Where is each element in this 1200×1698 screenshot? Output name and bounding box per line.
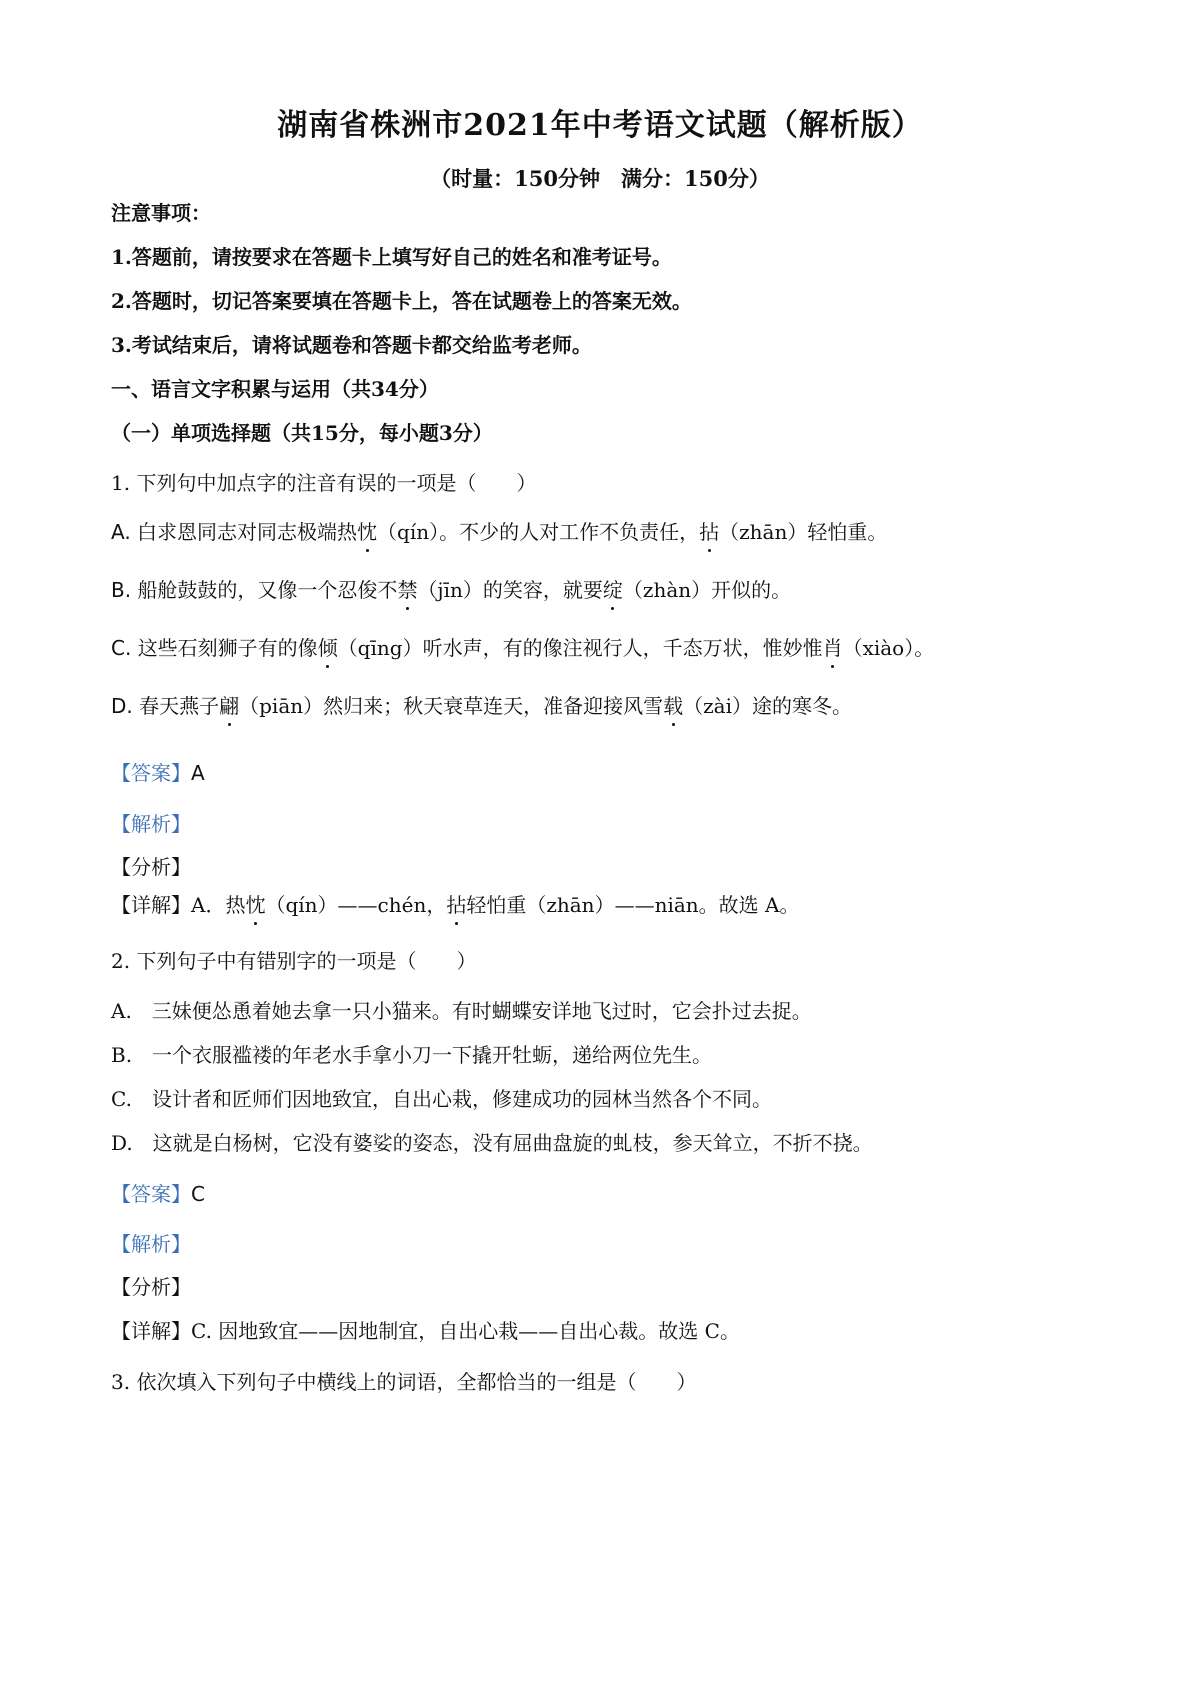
option-text: 白求恩同志对同志极端热 [137,520,358,544]
option-label: B. [111,578,132,602]
dotted-char: 禁 [397,574,417,603]
option-text: （zài）途的寒冬。 [683,694,852,718]
dotted-char: 忱 [245,889,265,918]
detail-text: A．热 [191,893,246,917]
option-text: （piān）然归来；秋天衰草连天，准备迎接风雪 [239,694,664,718]
dotted-char: 拈 [699,516,719,545]
dotted-char: 翩 [219,690,239,719]
option-label: D. [111,694,133,718]
detail-text: （qín）——chén， [265,893,447,917]
question-2-answer [111,1178,205,1207]
question-1-option-a [111,516,887,545]
question-2-option-b: B. 一个衣服褴褛的年老水手拿小刀一下撬开牡蛎，递给两位先生。 [111,1043,713,1067]
detail-text: 轻怕重（zhān）——niān。故选 A。 [466,893,800,917]
option-text: （xiào）。 [842,636,935,660]
question-2-option-c: C. 设计者和匠师们因地致宜，自出心栽，修建成功的园林当然各个不同。 [111,1087,772,1111]
answer-tag: 【答案】 [111,1182,191,1206]
option-text: （jīn）的笑容，就要 [417,578,603,602]
answer-tag: 【答案】 [111,761,191,785]
option-text: （zhàn）开似的。 [622,578,792,602]
question-2-analysis-tag: 【解析】 [111,1232,191,1256]
question-1-analysis-tag: 【解析】 [111,812,191,836]
option-text: （zhān）轻怕重。 [719,520,888,544]
answer-value: C [191,1182,205,1206]
option-text: 船舱鼓鼓的，又像一个忍俊不 [137,578,398,602]
question-3-stem: 3. 依次填入下列句子中横线上的词语，全都恰当的一组是（ ） [111,1370,697,1394]
question-1-fenxi: 【分析】 [111,855,191,879]
notice-item: 3.考试结束后，请将试题卷和答题卡都交给监考老师。 [111,333,592,357]
option-label: A. [111,520,131,544]
question-2-option-d: D. 这就是白杨树，它没有婆娑的姿态，没有屈曲盘旋的虬枝，参天耸立，不折不挠。 [111,1131,873,1155]
question-1-detail [111,889,799,918]
dotted-char: 肖 [823,632,843,661]
dotted-char: 忱 [357,516,377,545]
section-heading: 一、语言文字积累与运用（共34分） [111,377,439,401]
page-title: 湖南省株洲市2021年中考语文试题（解析版） [277,108,923,143]
question-2-option-a: A. 三妹便怂恿着她去拿一只小猫来。有时蝴蝶安详地飞过时，它会扑过去捉。 [111,999,812,1023]
question-2-fenxi: 【分析】 [111,1275,191,1299]
dotted-char: 绽 [603,574,623,603]
dotted-char: 倾 [318,632,338,661]
question-1-answer [111,757,205,786]
dotted-char: 载 [663,690,683,719]
notice-item: 1.答题前，请按要求在答题卡上填写好自己的姓名和准考证号。 [111,245,672,269]
question-1-option-b [111,574,791,603]
answer-value: A [191,761,205,785]
dotted-char: 拈 [446,889,466,918]
option-text: （qīng）听水声，有的像注视行人，千态万状，惟妙惟 [337,636,823,660]
option-text: 春天燕子 [139,694,220,718]
question-2-detail: 【详解】C. 因地致宜——因地制宜，自出心栽——自出心裁。故选 C。 [111,1319,740,1343]
question-1-option-c [111,632,934,661]
detail-tag: 【详解】 [111,893,191,917]
notice-heading: 注意事项： [111,201,211,225]
question-2-stem: 2. 下列句子中有错别字的一项是（ ） [111,949,477,973]
option-label: C. [111,636,132,660]
notice-item: 2.答题时，切记答案要填在答题卡上，答在试题卷上的答案无效。 [111,289,692,313]
question-1-option-d [111,690,852,719]
option-text: （qín）。不少的人对工作不负责任， [377,520,700,544]
option-text: 这些石刻狮子有的像 [137,636,318,660]
question-1-stem: 1. 下列句中加点字的注音有误的一项是（ ） [111,471,537,495]
subsection-heading: （一）单项选择题（共15分，每小题3分） [111,421,493,445]
page-subtitle: （时量：150分钟 满分：150分） [430,166,770,191]
